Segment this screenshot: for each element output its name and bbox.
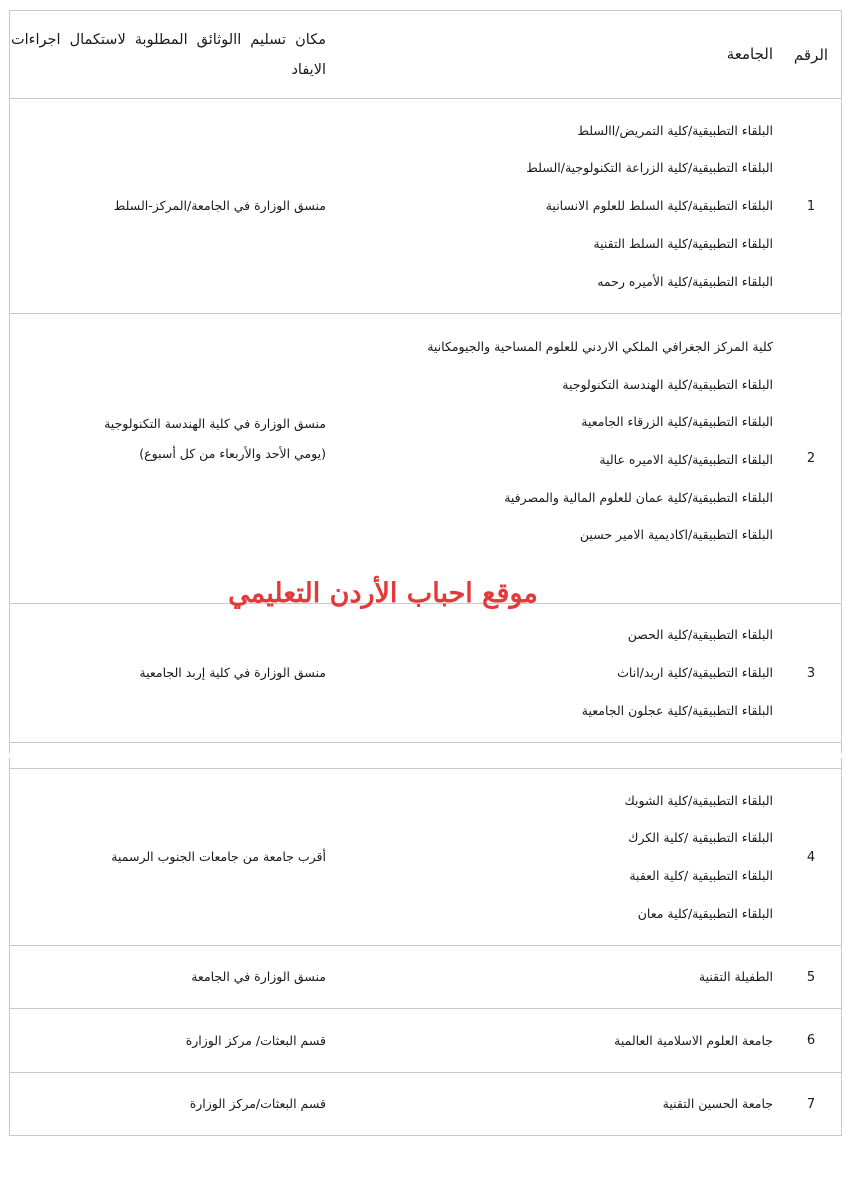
university-item: البلقاء التطبيقية/كلية الحصن: [627, 627, 773, 643]
place-line: قسم البعثات/ مركز الوزارة: [185, 1032, 326, 1048]
place-line: قسم البعثات/مركز الوزارة: [189, 1096, 326, 1111]
row-number: 4: [806, 849, 816, 865]
university-item: البلقاء التطبيقية/كلية معان: [637, 905, 773, 921]
row-number: 5: [806, 969, 816, 985]
university-item: البلقاء التطبيقية/كلية الشوبك: [624, 792, 773, 808]
university-item: البلقاء التطبيقية/كلية الزراعة التكنولوجية/السلط: [526, 160, 773, 176]
row-number: 3: [806, 665, 816, 681]
header-place: [11, 11, 326, 98]
university-item: البلقاء التطبيقية/كلية عجلون الجامعية: [581, 702, 773, 718]
table-row: [10, 604, 841, 743]
university-item: البلقاء التطبيقية/كلية اربد/اناث: [617, 665, 773, 681]
header-university: [353, 11, 773, 98]
header-university-label: الجامعة: [726, 44, 773, 63]
delivery-place: [11, 1009, 326, 1072]
university-list: [353, 314, 773, 603]
university-item: البلقاء التطبيقية/كلية الاميره عالية: [599, 452, 773, 468]
site-watermark: موقع احباب الأردن التعليمي: [228, 578, 538, 609]
university-item: البلقاء التطبيقية/كلية عمان للعلوم المالية والمصرفية: [504, 489, 773, 505]
delivery-place: [11, 99, 326, 313]
university-list: [353, 604, 773, 742]
place-line: (يومي الأحد والأربعاء من كل أسبوع): [139, 446, 326, 461]
table-row: [10, 768, 841, 946]
university-item: البلقاء التطبيقية/كلية التمريض/االسلط: [577, 122, 773, 138]
delivery-place: [11, 1073, 326, 1135]
university-item: البلقاء التطبيقية /كلية الكرك: [628, 830, 773, 846]
table-row: [10, 946, 841, 1009]
row-number: 7: [806, 1096, 816, 1112]
place-line: أقرب جامعة من جامعات الجنوب الرسمية: [111, 849, 326, 864]
university-list: [353, 1073, 773, 1135]
delivery-place: [11, 314, 326, 603]
university-list: [353, 99, 773, 313]
table-row: [10, 1009, 841, 1073]
university-item: البلقاء التطبيقية/كلية الزرقاء الجامعية: [581, 414, 773, 430]
table-row: [10, 314, 841, 604]
scholarship-table-part-1: [9, 10, 842, 753]
place-line: منسق الوزارة في الجامعة: [191, 969, 326, 984]
place-line: منسق الوزارة في كلية الهندسة التكنولوجية: [104, 416, 326, 431]
delivery-place: [11, 946, 326, 1008]
table-row: [10, 1073, 841, 1136]
row-number: 2: [806, 451, 816, 466]
delivery-place: [11, 604, 326, 742]
delivery-place: [11, 769, 326, 945]
university-item: الطفيلة التقنية: [698, 969, 773, 985]
university-item: جامعة العلوم الاسلامية العالمية: [614, 1032, 773, 1048]
university-item: البلقاء التطبيقية/كلية السلط التقنية: [593, 235, 773, 251]
row-number: 1: [806, 198, 816, 214]
university-item: كلية المركز الجغرافي الملكي الاردني للعلوم المساحية والجيومكانية: [427, 339, 773, 354]
university-item: البلقاء التطبيقية/كلية الهندسة التكنولوجية: [562, 376, 773, 392]
university-item: البلقاء التطبيقية/كلية السلط للعلوم الانسانية: [545, 198, 773, 214]
university-item: البلقاء التطبيقية /كلية العقبة: [629, 868, 773, 883]
university-item: البلقاء التطبيقية/اكاديمية الامير حسين: [579, 527, 773, 543]
place-line: منسق الوزارة في الجامعة/المركز-السلط: [113, 198, 326, 213]
table-row: [10, 99, 841, 314]
university-list: [353, 769, 773, 945]
header-number: الرقم: [793, 45, 829, 64]
university-list: [353, 946, 773, 1008]
table-header-row: [10, 11, 841, 99]
place-line: منسق الوزارة في كلية إربد الجامعية: [139, 665, 326, 680]
row-number: 6: [806, 1033, 816, 1048]
university-item: جامعة الحسين التقنية: [662, 1096, 773, 1112]
header-place-label: مكان تسليم االوثائق المطلوبة لاستكمال اجراءات الايفاد: [11, 31, 326, 78]
university-item: البلقاء التطبيقية/كلية الأميره رحمه: [597, 273, 773, 289]
university-list: [353, 1009, 773, 1072]
scholarship-table-part-2: [9, 758, 842, 1136]
